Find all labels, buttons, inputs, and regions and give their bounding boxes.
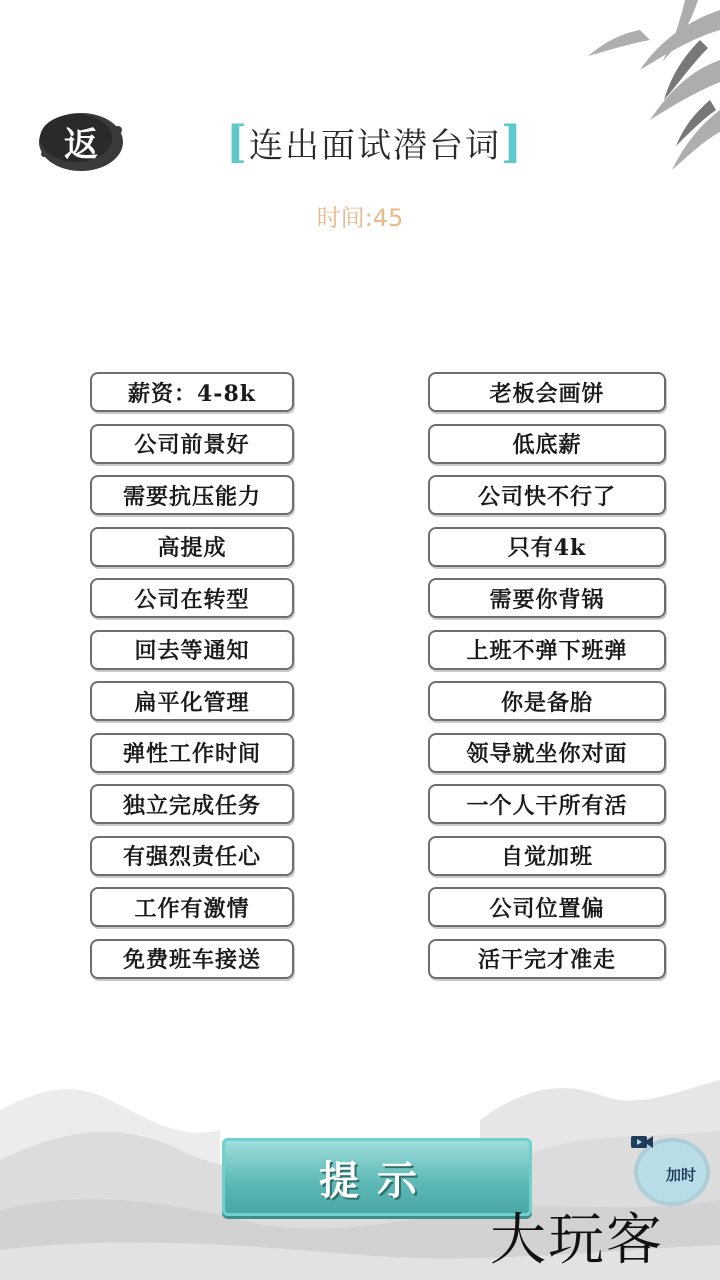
right-option[interactable]: 公司位置偏 bbox=[428, 887, 666, 927]
page-title bbox=[200, 112, 550, 172]
title-text: 连出面试潜台词 bbox=[249, 125, 501, 166]
video-icon bbox=[630, 1134, 654, 1150]
right-option[interactable]: 老板会画饼 bbox=[428, 372, 666, 412]
right-option[interactable]: 需要你背锅 bbox=[428, 578, 666, 618]
left-option[interactable]: 工作有激情 bbox=[90, 887, 294, 927]
bamboo-decoration bbox=[580, 0, 720, 190]
right-option[interactable]: 活干完才准走 bbox=[428, 939, 666, 979]
left-option[interactable]: 有强烈责任心 bbox=[90, 836, 294, 876]
title-bracket-left: [ bbox=[226, 116, 249, 168]
left-option-column bbox=[90, 372, 294, 990]
left-option[interactable]: 公司前景好 bbox=[90, 424, 294, 464]
timer: 时间:45 bbox=[316, 204, 404, 232]
right-option[interactable]: 上班不弹下班弹 bbox=[428, 630, 666, 670]
watermark-text: 大玩客 bbox=[490, 1208, 664, 1273]
right-option[interactable]: 你是备胎 bbox=[428, 681, 666, 721]
right-option[interactable]: 公司快不行了 bbox=[428, 475, 666, 515]
left-option[interactable]: 高提成 bbox=[90, 527, 294, 567]
left-option[interactable]: 需要抗压能力 bbox=[90, 475, 294, 515]
left-option[interactable]: 独立完成任务 bbox=[90, 784, 294, 824]
right-option[interactable]: 自觉加班 bbox=[428, 836, 666, 876]
right-option[interactable]: 一个人干所有活 bbox=[428, 784, 666, 824]
left-option[interactable]: 回去等通知 bbox=[90, 630, 294, 670]
left-option[interactable]: 扁平化管理 bbox=[90, 681, 294, 721]
left-option[interactable]: 免费班车接送 bbox=[90, 939, 294, 979]
right-option[interactable]: 只有4k bbox=[428, 527, 666, 567]
right-option[interactable]: 低底薪 bbox=[428, 424, 666, 464]
add-time-label: 加时 bbox=[666, 1166, 697, 1184]
back-label: 返 bbox=[64, 124, 98, 165]
left-option[interactable]: 弹性工作时间 bbox=[90, 733, 294, 773]
right-option[interactable]: 领导就坐你对面 bbox=[428, 733, 666, 773]
title-bracket-right: ] bbox=[501, 116, 524, 168]
right-option-column bbox=[428, 372, 666, 990]
left-option[interactable]: 公司在转型 bbox=[90, 578, 294, 618]
left-option[interactable]: 薪资：4-8k bbox=[90, 372, 294, 412]
back-button[interactable] bbox=[36, 108, 126, 174]
hint-label: 提示 bbox=[319, 1156, 435, 1204]
hint-button[interactable] bbox=[222, 1138, 532, 1216]
